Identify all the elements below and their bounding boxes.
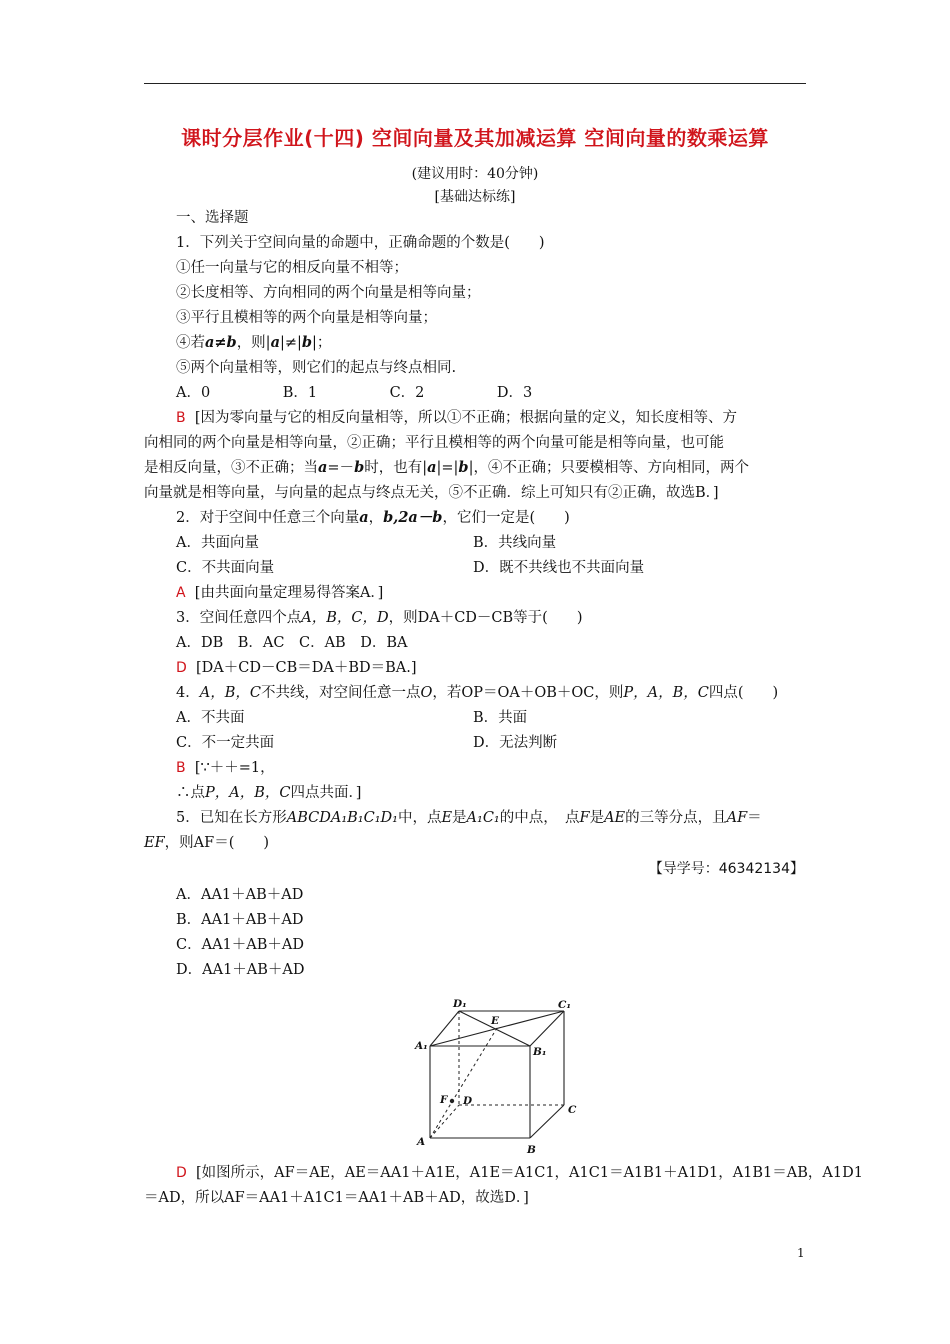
text-part: ∴点 <box>176 785 205 801</box>
q4-explanation-2 <box>176 786 361 801</box>
label-b: B <box>527 1144 536 1156</box>
text-part: 时，也有| <box>364 460 428 476</box>
q4-answer-line <box>176 761 275 776</box>
q1-answer: B <box>176 410 186 426</box>
text-part: 3．空间任意四个点 <box>176 610 302 626</box>
math-part: b <box>458 459 469 476</box>
label-f: F <box>440 1094 448 1106</box>
text-part: ，则| <box>236 335 271 351</box>
q3-answer: D <box>176 660 187 676</box>
math-part: AE <box>604 810 626 826</box>
q5-stem-2 <box>144 836 269 851</box>
label-d: D <box>463 1095 473 1107</box>
math-part: P，A，B，C <box>623 685 709 701</box>
math-part: a <box>270 334 280 351</box>
q3-options: A．DB B．AC C．AB D．BA <box>176 635 408 651</box>
q1-explanation-3 <box>144 461 749 476</box>
text-part: 是 <box>452 810 467 826</box>
q3-answer-line <box>176 661 417 676</box>
label-b1: B₁ <box>533 1046 547 1058</box>
q2-answer-line <box>176 586 383 601</box>
q5-stem-1 <box>176 811 762 826</box>
q5-option-c: C．AA1＋AB＋AD <box>176 937 304 953</box>
text-part: ④若 <box>176 335 205 351</box>
q4-answer: B <box>176 760 186 776</box>
label-c: C <box>568 1104 577 1116</box>
q1-explanation-1: [因为零向量与它的相反向量相等，所以①不正确；根据向量的定义，知长度相等、方 <box>194 410 737 426</box>
math-part: ABCDA₁B₁C₁D₁ <box>286 810 398 826</box>
q1-statement-4 <box>176 336 331 351</box>
label-a: A <box>417 1136 426 1148</box>
text-part: |≠| <box>279 335 302 351</box>
math-part: AF <box>726 810 748 826</box>
q5-explanation-2: ＝AD，所以AF＝AA1＋A1C1＝AA1＋AB＋AD，故选D．] <box>144 1190 529 1206</box>
text-part: 四点共面．] <box>290 785 362 801</box>
q5-option-b: B．AA1＋AB＋AD <box>176 912 304 928</box>
math-part: A，B，C <box>199 685 261 701</box>
guide-number: 【导学号：46342134】 <box>648 861 804 877</box>
text-part: ，若OP＝OA＋OB＋OC，则 <box>432 685 624 701</box>
q1-answer-line <box>176 411 737 426</box>
math-part: F <box>579 810 590 826</box>
edge-a1-d1 <box>430 1011 459 1046</box>
text-part: 的中点， 点 <box>499 810 580 826</box>
q1-statement-5: ⑤两个向量相等，则它们的起点与终点相同. <box>176 360 457 376</box>
math-part: O <box>420 685 433 701</box>
math-part: a <box>427 459 437 476</box>
top-rule <box>144 83 806 84</box>
q4-option-a: A．不共面 <box>176 710 245 726</box>
label-e: E <box>491 1015 500 1027</box>
text-part: ＝ <box>747 810 762 826</box>
math-part: A₁C₁ <box>466 810 500 826</box>
hidden-segment-a-e <box>430 1028 497 1138</box>
q2-explanation: [由共面向量定理易得答案A．] <box>194 585 384 601</box>
text-part: ，则DA＋CD－CB等于( ) <box>388 610 583 626</box>
math-part: EF <box>144 835 165 851</box>
q1-explanation-4: 向量就是相等向量，与向量的起点与终点无关，⑤不正确．综上可知只有②正确，故选B．] <box>144 485 719 501</box>
q4-option-b: B．共面 <box>473 710 528 726</box>
q1-options: A．0 B．1 C．2 D．3 <box>176 385 533 401</box>
text-part: |； <box>312 335 332 351</box>
text-part: 5．已知在长方形 <box>176 810 287 826</box>
math-part: b <box>301 334 313 351</box>
text-part: 不共线，对空间任意一点 <box>260 685 421 701</box>
text-part: 4． <box>176 685 200 701</box>
q2-answer: A <box>176 585 186 601</box>
q5-option-a: A．AA1＋AB＋AD <box>176 887 304 903</box>
text-part: ， <box>368 510 384 526</box>
q5-option-d: D．AA1＋AB＋AD <box>176 962 305 978</box>
q2-option-b: B．共线向量 <box>473 535 557 551</box>
text-part: ，则AF＝( ) <box>164 835 270 851</box>
text-part: |=| <box>436 460 459 476</box>
math-part: a <box>318 459 328 476</box>
edge-b-c <box>530 1105 564 1138</box>
suggested-time: (建议用时：40分钟) <box>411 166 539 182</box>
text-part: 的三等分点，且 <box>625 810 727 826</box>
text-part: 四点( ) <box>708 685 779 701</box>
q4-option-c: C．不一定共面 <box>176 735 275 751</box>
text-part: 是 <box>589 810 605 826</box>
label-a1: A₁ <box>415 1040 428 1052</box>
math-part: E <box>441 810 453 826</box>
label-d1: D₁ <box>453 998 467 1010</box>
text-part: 2．对于空间中任意三个向量 <box>176 510 360 526</box>
text-part: ，它们一定是( ) <box>442 510 570 526</box>
q1-statement-3: ③平行且模相等的两个向量是相等向量； <box>176 310 437 326</box>
q2-option-d: D．既不共线也不共面向量 <box>473 560 645 576</box>
math-part: A，B，C，D <box>301 610 389 626</box>
q2-stem <box>176 511 570 526</box>
page-title: 课时分层作业(十四) 空间向量及其加减运算 空间向量的数乘运算 <box>181 126 769 150</box>
q4-option-d: D．无法判断 <box>473 735 558 751</box>
edge-b1-c1 <box>530 1011 564 1046</box>
q5-answer-line <box>176 1166 863 1181</box>
q5-answer: D <box>176 1165 187 1181</box>
part-heading: 一、选择题 <box>176 210 249 226</box>
q5-explanation-1: [如图所示，AF＝AE，AE＝AA1＋A1E，A1E＝A1C1，A1C1＝A1B1＋A1D1，A1B1＝AB，A1D1 <box>196 1165 863 1181</box>
math-part: P，A，B，C <box>205 785 291 801</box>
q1-statement-2: ②长度相等、方向相同的两个向量是相等向量； <box>176 285 481 301</box>
q1-explanation-2: 向相同的两个向量是相等向量，②正确；平行且模相等的两个向量可能是相等向量，也可能 <box>144 435 724 451</box>
q3-stem <box>176 611 582 626</box>
label-c1: C₁ <box>558 999 571 1011</box>
hidden-edge-a-d <box>430 1105 459 1138</box>
q3-explanation: [DA＋CD－CB＝DA＋BD＝BA.] <box>196 660 417 676</box>
q2-option-a: A．共面向量 <box>176 535 259 551</box>
q2-option-c: C．不共面向量 <box>176 560 275 576</box>
text-part: |，④不正确；只要模相等、方向相同，两个 <box>468 460 749 476</box>
math-part: b,2a－b <box>383 509 443 526</box>
page-number: 1 <box>797 1246 805 1260</box>
math-part: a≠b <box>205 334 237 351</box>
point-f <box>450 1099 454 1103</box>
q4-explanation-1: [∵＋＋=1， <box>194 760 275 776</box>
q4-stem <box>176 686 778 701</box>
q1-stem: 1．下列关于空间向量的命题中，正确命题的个数是( ) <box>176 235 545 251</box>
math-part: a <box>359 509 369 526</box>
section-label: [基础达标练] <box>434 189 516 205</box>
q1-statement-1: ①任一向量与它的相反向量不相等； <box>176 260 408 276</box>
text-part: 中，点 <box>397 810 442 826</box>
text-part: 是相反向量，③不正确；当 <box>144 460 318 476</box>
text-part: =－ <box>327 460 355 476</box>
cuboid-figure <box>412 993 582 1158</box>
math-part: b <box>354 459 365 476</box>
